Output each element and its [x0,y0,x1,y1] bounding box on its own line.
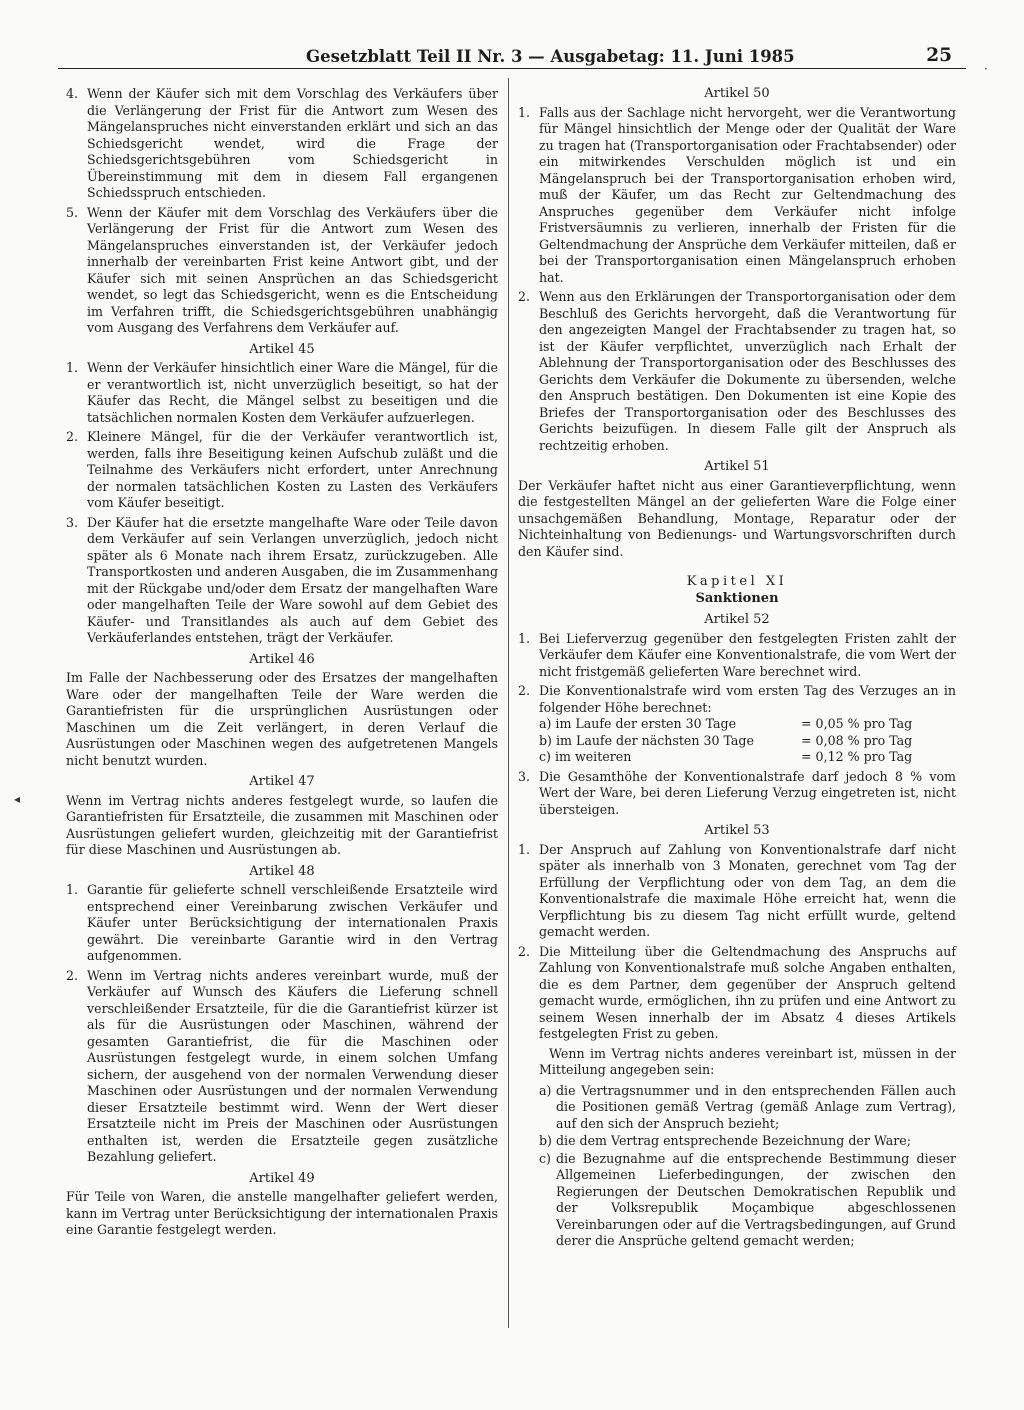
article-heading: Artikel 48 [249,863,315,879]
item-number: 3. [66,514,79,530]
item-number: 2. [518,683,531,698]
rate-label: c) im weiteren [539,749,632,764]
item-text: Wenn der Käufer sich mit dem Vorschlag des Verkäufers über die Verlängerung der Frist für die Antwort zum Wesen des Mängelanspruches nicht einverstanden erklärt und sich an das Schiedsgericht wendet, wird die Frage der Schiedsgerichtsgebühren vom Schiedsgericht in Übereinstimmung mit dem in diesem Fall ergangenen Schiedsspruch entschieden. [87,86,498,200]
item-text: Der Käufer hat die ersetzte mangelhafte Ware oder Teile davon dem Verkäufer auf sein Verlangen unverzüglich, jedoch nicht später als 6 Monate nach ihrem Ersatz, zurückzugeben. Alle Transportkosten und anderen Ausgaben, die im Zusammenhang mit der Rückgabe und/oder dem Ersatz der mangelhaften Ware oder mangelhaften Teile der Ware sowohl auf dem Gebiet des Käufer- und Transitlandes als auch auf dem Gebiet des Verkäuferlandes entstehen, trägt der Verkäufer. [87,514,499,645]
rate-value: = 0,12 % pro Tag [801,749,913,764]
list-item [518,631,956,681]
rate-label: a) im Laufe der ersten 30 Tage [539,716,737,731]
article-heading: Artikel 45 [249,341,315,357]
penalty-rate-row [539,749,956,766]
article-text: Wenn im Vertrag nichts anderes festgelegt wurde, so laufen die Garantiefristen für Ersatzteile, die zusammen mit Maschinen oder Ausrüstungen geliefert wurden, gleichzeitig mit der Garantiefrist für diese Maschinen und Ausrüstungen ab. [66,792,498,857]
gazette-title: Gesetzblatt Teil II Nr. 3 — Ausgabetag: 11. Juni 1985 [306,47,795,66]
sub-item [539,1151,956,1250]
item-number: 1. [518,104,531,120]
item-number: 5. [66,204,79,220]
chapter-subtitle: Sanktionen [695,590,779,606]
sub-letter: c) [539,1150,551,1166]
item-text: Wenn aus den Erklärungen der Transportorganisation oder dem Beschluß des Gerichts hervorgeht, daß die Verantwortung für den angezeigten Mangel der Frachtabsender zu tragen hat, so ist der Käufer verpflichtet, unverzüglich nach Erhalt der Ablehnung der Transportorganisation oder des Beschlusses des Gerichts dem Verkäufer die Dokumente zu übersenden, welche den Anspruch bestätigen. Den Dokumenten ist eine Kopie des Briefes der Transportorganisation oder des Beschlusses des Gerichts beizufügen. In diesem Falle gilt der Anspruch als rechtzeitig erhoben. [539,289,956,453]
item-number: 1. [518,841,531,857]
item-number: 4. [66,86,79,101]
list-item [518,944,956,1043]
item-text: Wenn der Käufer mit dem Vorschlag des Verkäufers über die Verlängerung der Frist für die Antwort zum Wesen des Mängelanspruches einverstanden ist, der Verkäufer jedoch innerhalb der vereinbarten Frist keine Antwort gibt, und der Käufer sich mit seinen Ansprüchen an das Schiedsgericht wendet, so legt das Schiedsgericht, wenn es die Entscheidung im Verfahren trifft, die Schiedsgerichtsgebühren unabhängig vom Ausgang des Verfahrens dem Verkäufer auf. [87,204,498,335]
item-number: 1. [66,360,79,375]
item-number: 1. [518,630,531,646]
list-item [66,205,498,337]
item-text: Bei Lieferverzug gegenüber den festgelegten Fristen zahlt der Verkäufer dem Käufer eine Konventionalstrafe, die vom Wert der nicht fristgemäß gelieferten Ware berechnet wird. [539,630,956,679]
item-text: Die Gesamthöhe der Konventionalstrafe darf jedoch 8 % vom Wert der Ware, bei deren Lieferung Verzug eingetreten ist, nicht übersteigen. [539,768,956,817]
left-column [66,86,498,1243]
article-heading: Artikel 49 [249,1170,315,1186]
sub-item [539,1083,956,1133]
item-number: 2. [66,967,79,983]
item-number: 2. [518,289,531,304]
article-heading: Artikel 53 [704,823,770,838]
item-number: 2. [518,943,531,959]
list-item [518,105,956,287]
article-text: Im Falle der Nachbesserung oder des Ersatzes der mangelhaften Ware oder der mangelhaften Teile der Ware werden die Garantiefristen für die ursprünglichen Ausrüstungen oder Maschinen um die Zeit verlängert, in deren Verlauf die Ausrüstungen oder Maschinen wegen des aufgetretenen Mangels nicht benutzt wurden. [66,670,498,768]
sub-list [518,1083,956,1250]
list-item [66,515,498,647]
item-text: Der Anspruch auf Zahlung von Konventionalstrafe darf nicht später als innerhalb von 3 Monaten, gerechnet vom Tag der Erfüllung der Verpflichtung oder von dem Tag, an dem die Konventionalstrafe die maximale Höhe erreicht hat, wenn die Verpflichtung bis zu diesem Tag nicht erfüllt wurde, geltend gemacht werden. [539,841,956,939]
list-item [518,769,956,819]
margin-mark: · [984,62,988,76]
list-item [66,86,498,202]
item-text: Kleinere Mängel, für die der Verkäufer verantwortlich ist, werden, falls ihre Beseitigung keinen Aufschub zuläßt und die Teilnahme des Verkäufers nicht erfordert, unter Anrechnung der normalen tatsächlichen Kosten zu Lasten des Verkäufers vom Käufer beseitigt. [87,429,498,510]
chapter-heading: Kapitel XI [686,574,788,589]
article-text: Für Teile von Waren, die anstelle mangelhafter geliefert werden, kann im Vertrag unter Berücksichtigung der internationalen Praxis eine Garantie festgelegt werden. [66,1189,498,1237]
list-item [66,968,498,1166]
item-text: Garantie für gelieferte schnell verschleißende Ersatzteile wird entsprechend einer Vereinbarung zwischen Verkäufer und Käufer unter Berücksichtigung der internationalen Praxis gewährt. Die vereinbarte Garantie wird in den Vertrag aufgenommen. [87,882,498,963]
page-header [58,34,966,69]
column-divider [508,78,509,1328]
penalty-rate-row [539,733,956,750]
article-paragraph: Wenn im Vertrag nichts anderes vereinbart ist, müssen in der Mitteilung angegeben sein: [539,1045,956,1077]
article-heading: Artikel 52 [704,612,770,627]
right-column [518,86,956,1251]
penalty-rate-row [539,716,956,733]
list-item [518,683,956,766]
list-item [66,882,498,965]
article-heading: Artikel 47 [249,774,315,789]
sub-text: die Vertragsnummer und in den entsprechenden Fällen auch die Positionen gemäß Vertrag (gemäß Anlage zum Vertrag), auf den sich der Anspruch bezieht; [556,1082,956,1131]
article-heading: Artikel 46 [249,651,315,667]
rate-label: b) im Laufe der nächsten 30 Tage [539,732,754,748]
list-item [66,360,498,426]
margin-mark: ◂ [14,792,21,806]
rate-value: = 0,08 % pro Tag [801,732,913,748]
item-text: Wenn der Verkäufer hinsichtlich einer Ware die Mängel, für die er verantwortlich ist, nicht unverzüglich beseitigt, so hat der Käufer das Recht, die Mängel selbst zu beseitigen und die tatsächlichen normalen Kosten dem Verkäufer aufzuerlegen. [87,360,498,425]
list-item [518,289,956,454]
item-text: Die Konventionalstrafe wird vom ersten Tag des Verzuges an in folgender Höhe berechnet: [539,683,956,715]
article-text: Der Verkäufer haftet nicht aus einer Garantieverpflichtung, wenn die festgestellten Mängel an der gelieferten Ware die Folge einer unsachgemäßen Behandlung, Montage, Reparatur oder der Nichteinhaltung von Bedienungs- und Wartungsvorschriften durch den Käufer sind. [518,477,956,559]
rate-value: = 0,05 % pro Tag [801,716,913,731]
item-number: 1. [66,882,79,897]
list-item [66,429,498,512]
list-item [518,842,956,941]
item-number: 2. [66,429,79,444]
item-number: 3. [518,768,531,784]
sub-letter: b) [539,1133,552,1148]
page-number: 25 [926,45,952,66]
article-heading: Artikel 50 [704,86,770,101]
sub-text: die dem Vertrag entsprechende Bezeichnung der Ware; [556,1133,911,1148]
sub-text: die Bezugnahme auf die entsprechende Bestimmung dieser Allgemeinen Lieferbedingungen, der zwischen den Regierungen der Deutschen Demokratischen Republik und der Volksrepublik Moçambique abgeschlossenen Vereinbarungen oder auf die Vertragsbedingungen, auf Grund derer die Ansprüche geltend gemacht werden; [556,1150,956,1248]
item-text: Falls aus der Sachlage nicht hervorgeht, wer die Verantwortung für Mängel hinsichtlich der Menge oder der Qualität der Ware zu tragen hat (Transportorganisation oder Frachtabsender) oder ein mitwirkendes Verschulden möglich ist und ein Mängelanspruch bei der Transportorganisation erhoben wird, muß der Käufer, um das Recht zur Geltendmachung des Anspruches gegenüber dem Verkäufer nicht infolge Fristversäumnis zu verlieren, innerhalb der Fristen für die Geltendmachung der Ansprüche dem Verkäufer mitteilen, daß er bei der Transportorganisation einen Mängelanspruch erhoben hat. [539,104,956,285]
item-text: Die Mitteilung über die Geltendmachung des Anspruchs auf Zahlung von Konventionalstrafe muß solche Angaben enthalten, die es dem Partner, dem gegenüber der Anspruch geltend gemacht wurde, ermöglichen, ihn zu prüfen und eine Antwort zu seinem Wesen innerhalb der im Absatz 4 dieses Artikels festgelegten Frist zu geben. [539,943,956,1041]
article-heading: Artikel 51 [704,459,770,474]
item-text: Wenn im Vertrag nichts anderes vereinbart wurde, muß der Verkäufer auf Wunsch des Käufers die Lieferung schnell verschleißender Ersatzteile, für die die Garantiefrist kürzer ist als für die Ausrüstungen oder Maschinen, während der gesamten Garantiefrist, die für die Maschinen oder Ausrüstungen festgelegt wurde, in einem solchen Umfang sichern, der ausgehend von der normalen Verwendung dieser Maschinen oder Ausrüstungen und der normalen Verwendung dieser Ersatzteile bestimmt wird. Wenn der Wert dieser Ersatzteile nicht im Preis der Maschinen oder Ausrüstungen enthalten ist, werden die Ersatzteile gegen zusätzliche Bezahlung geliefert. [87,967,498,1164]
sub-letter: a) [539,1082,552,1098]
sub-item [539,1133,956,1150]
